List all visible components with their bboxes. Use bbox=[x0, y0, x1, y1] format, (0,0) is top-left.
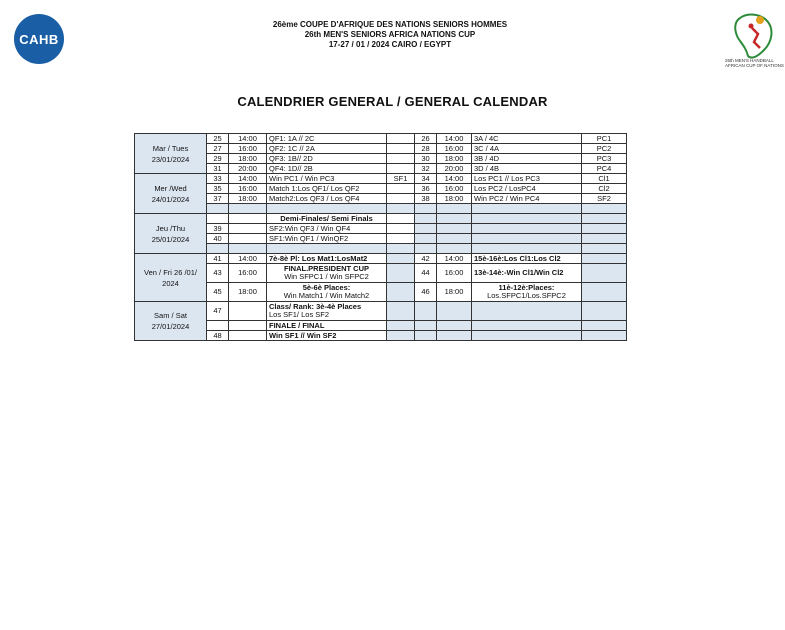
table-cell: FINALE / FINAL bbox=[267, 321, 387, 331]
table-cell: 25 bbox=[207, 134, 229, 144]
table-cell: 48 bbox=[207, 331, 229, 341]
table-cell bbox=[472, 331, 582, 341]
table-cell: SF1:Win QF1 / WinQF2 bbox=[267, 234, 387, 244]
table-cell bbox=[267, 204, 387, 214]
table-cell bbox=[207, 321, 229, 331]
table-cell: PC2 bbox=[582, 144, 627, 154]
table-cell: 16:00 bbox=[437, 144, 472, 154]
table-cell bbox=[387, 194, 415, 204]
table-cell bbox=[229, 244, 267, 254]
table-cell: 14:00 bbox=[229, 254, 267, 264]
table-cell: 15è-16è:Los Cl1:Los Cl2 bbox=[472, 254, 582, 264]
table-cell bbox=[415, 331, 437, 341]
table-cell: 16:00 bbox=[229, 184, 267, 194]
table-cell bbox=[387, 214, 415, 224]
day-cell: Jeu /Thu 25/01/2024 bbox=[135, 214, 207, 254]
table-cell bbox=[582, 224, 627, 234]
table-cell: Match2:Los QF3 / Los QF4 bbox=[267, 194, 387, 204]
table-cell bbox=[229, 321, 267, 331]
day-cell: Mer /Wed 24/01/2024 bbox=[135, 174, 207, 214]
table-cell: SF2:Win QF3 / Win QF4 bbox=[267, 224, 387, 234]
table-cell: Cl1 bbox=[582, 174, 627, 184]
table-row bbox=[135, 224, 627, 234]
table-cell: 18:00 bbox=[437, 194, 472, 204]
table-row bbox=[135, 204, 627, 214]
table-cell bbox=[415, 321, 437, 331]
text: Win Match1 / Win Match2 bbox=[283, 291, 370, 300]
table-cell bbox=[415, 234, 437, 244]
table-cell: 35 bbox=[207, 184, 229, 194]
table-cell: 41 bbox=[207, 254, 229, 264]
table-cell: 26 bbox=[415, 134, 437, 144]
table-row bbox=[135, 283, 627, 302]
table-cell: Win PC1 / Win PC3 bbox=[267, 174, 387, 184]
table-cell bbox=[472, 224, 582, 234]
header-line-fr: 26ème COUPE D'AFRIQUE DES NATIONS SENIORS HOMMES bbox=[272, 20, 508, 29]
table-cell: 39 bbox=[207, 224, 229, 234]
table-cell bbox=[437, 234, 472, 244]
table-cell: 18:00 bbox=[229, 283, 267, 302]
table-cell bbox=[437, 244, 472, 254]
text: Win SFPC1 / Win SFPC2 bbox=[284, 272, 369, 281]
table-cell bbox=[582, 204, 627, 214]
table-cell: 14:00 bbox=[229, 174, 267, 184]
table-cell: 37 bbox=[207, 194, 229, 204]
table-row bbox=[135, 321, 627, 331]
table-cell bbox=[415, 214, 437, 224]
table-cell bbox=[582, 264, 627, 283]
table-cell bbox=[387, 283, 415, 302]
table-cell bbox=[229, 302, 267, 321]
table-cell bbox=[472, 214, 582, 224]
table-cell bbox=[582, 214, 627, 224]
table-cell: Win SF1 // Win SF2 bbox=[267, 331, 387, 341]
table-cell: 42 bbox=[415, 254, 437, 264]
table-cell bbox=[267, 302, 387, 321]
event-header bbox=[180, 20, 600, 50]
table-cell: QF3: 1B// 2D bbox=[267, 154, 387, 164]
table-cell bbox=[472, 234, 582, 244]
table-cell: 16:00 bbox=[437, 184, 472, 194]
table-cell bbox=[387, 264, 415, 283]
table-row bbox=[135, 331, 627, 341]
table-cell bbox=[437, 224, 472, 234]
table-cell bbox=[207, 214, 229, 224]
table-cell bbox=[267, 244, 387, 254]
table-cell bbox=[437, 302, 472, 321]
table-cell bbox=[415, 224, 437, 234]
table-cell: 47 bbox=[207, 302, 229, 321]
table-cell bbox=[387, 302, 415, 321]
table-cell: 43 bbox=[207, 264, 229, 283]
table-cell bbox=[582, 254, 627, 264]
table-cell: 34 bbox=[415, 174, 437, 184]
table-cell: PC3 bbox=[582, 154, 627, 164]
header-line-dates: 17-27 / 01 / 2024 CAIRO / EGYPT bbox=[328, 40, 452, 49]
table-cell: 20:00 bbox=[437, 164, 472, 174]
table-row bbox=[135, 254, 627, 264]
table-cell: 29 bbox=[207, 154, 229, 164]
text: 11è-12è:Places: bbox=[498, 283, 555, 292]
table-cell: 7è-8è Pl: Los Mat1:LosMat2 bbox=[267, 254, 387, 264]
table-cell: 46 bbox=[415, 283, 437, 302]
table-cell: 16:00 bbox=[229, 144, 267, 154]
table-cell bbox=[387, 154, 415, 164]
table-cell: Los PC2 / LosPC4 bbox=[472, 184, 582, 194]
table-cell bbox=[472, 244, 582, 254]
table-cell: 16:00 bbox=[437, 264, 472, 283]
table-cell: PC4 bbox=[582, 164, 627, 174]
table-cell: 32 bbox=[415, 164, 437, 174]
table-cell bbox=[229, 224, 267, 234]
table-cell: 31 bbox=[207, 164, 229, 174]
day-cell: Sam / Sat 27/01/2024 bbox=[135, 302, 207, 341]
page-title: CALENDRIER GENERAL / GENERAL CALENDAR bbox=[237, 94, 548, 109]
table-cell: QF2: 1C // 2A bbox=[267, 144, 387, 154]
table-cell: 16:00 bbox=[229, 264, 267, 283]
table-cell bbox=[387, 204, 415, 214]
table-cell: 18:00 bbox=[229, 154, 267, 164]
table-cell: 45 bbox=[207, 283, 229, 302]
table-cell bbox=[387, 134, 415, 144]
table-cell: 28 bbox=[415, 144, 437, 154]
table-row bbox=[135, 164, 627, 174]
table-cell: 44 bbox=[415, 264, 437, 283]
cahb-logo: CAHB bbox=[14, 14, 64, 64]
table-cell: 13è-14è:-Win Cl1/Win Cl2 bbox=[472, 264, 582, 283]
table-row bbox=[135, 174, 627, 184]
text: FINAL.PRESIDENT CUP bbox=[283, 264, 369, 273]
table-cell bbox=[229, 214, 267, 224]
table-row bbox=[135, 134, 627, 144]
table-cell bbox=[387, 234, 415, 244]
text: Los SF1/ Los SF2 bbox=[269, 310, 330, 319]
table-cell bbox=[415, 302, 437, 321]
handball-cup-logo-text bbox=[725, 58, 785, 68]
table-cell bbox=[387, 331, 415, 341]
table-cell bbox=[582, 302, 627, 321]
table-cell: 33 bbox=[207, 174, 229, 184]
table-row bbox=[135, 264, 627, 283]
text: 26th MEN'S HANDBALL bbox=[725, 58, 774, 63]
table-cell bbox=[387, 244, 415, 254]
table-cell bbox=[437, 331, 472, 341]
table-cell bbox=[387, 224, 415, 234]
table-cell: 36 bbox=[415, 184, 437, 194]
table-cell: 3C / 4A bbox=[472, 144, 582, 154]
table-cell: 14:00 bbox=[229, 134, 267, 144]
table-row bbox=[135, 244, 627, 254]
table-cell: 14:00 bbox=[437, 134, 472, 144]
table-cell bbox=[437, 204, 472, 214]
table-cell: Los PC1 // Los PC3 bbox=[472, 174, 582, 184]
table-cell bbox=[229, 331, 267, 341]
table-cell: Demi-Finales/ Semi Finals bbox=[267, 214, 387, 224]
day-cell: Mar / Tues 23/01/2024 bbox=[135, 134, 207, 174]
table-cell: SF2 bbox=[582, 194, 627, 204]
table-row bbox=[135, 184, 627, 194]
table-cell bbox=[472, 204, 582, 214]
table-cell: QF4: 1D// 2B bbox=[267, 164, 387, 174]
table-cell: 14:00 bbox=[437, 254, 472, 264]
table-cell bbox=[229, 204, 267, 214]
table-cell bbox=[387, 321, 415, 331]
table-cell: 3A / 4C bbox=[472, 134, 582, 144]
table-cell bbox=[229, 234, 267, 244]
table-row bbox=[135, 302, 627, 321]
table-cell bbox=[415, 244, 437, 254]
table-cell: 18:00 bbox=[437, 154, 472, 164]
text: Class/ Rank: 3è-4è Places bbox=[269, 302, 362, 311]
table-cell bbox=[437, 214, 472, 224]
table-cell: Match 1:Los QF1/ Los QF2 bbox=[267, 184, 387, 194]
table-cell: QF1: 1A // 2C bbox=[267, 134, 387, 144]
table-cell bbox=[582, 234, 627, 244]
table-cell bbox=[472, 283, 582, 302]
table-cell bbox=[472, 302, 582, 321]
table-cell: SF1 bbox=[387, 174, 415, 184]
table-cell bbox=[387, 144, 415, 154]
table-cell bbox=[387, 184, 415, 194]
day-cell: Ven / Fri 26 /01/ 2024 bbox=[135, 254, 207, 302]
table-cell bbox=[387, 164, 415, 174]
table-row bbox=[135, 214, 627, 224]
header-line-en: 26th MEN'S SENIORS AFRICA NATIONS CUP bbox=[304, 30, 476, 39]
table-cell: 27 bbox=[207, 144, 229, 154]
calendar-table bbox=[134, 133, 627, 341]
table-cell bbox=[415, 204, 437, 214]
table-row bbox=[135, 144, 627, 154]
table-cell: 18:00 bbox=[437, 283, 472, 302]
table-cell: PC1 bbox=[582, 134, 627, 144]
table-cell: 20:00 bbox=[229, 164, 267, 174]
table-cell bbox=[387, 254, 415, 264]
text: 5è-6è Places: bbox=[302, 283, 351, 292]
table-cell bbox=[582, 283, 627, 302]
table-cell: Win PC2 / Win PC4 bbox=[472, 194, 582, 204]
text: Los.SFPC1/Los.SFPC2 bbox=[487, 291, 566, 300]
table-cell bbox=[267, 283, 387, 302]
table-cell bbox=[267, 264, 387, 283]
table-cell bbox=[472, 321, 582, 331]
table-row bbox=[135, 234, 627, 244]
table-cell bbox=[582, 321, 627, 331]
table-row bbox=[135, 154, 627, 164]
text: AFRICAN CUP OF NATIONS bbox=[725, 63, 784, 68]
table-cell: 18:00 bbox=[229, 194, 267, 204]
table-cell bbox=[582, 244, 627, 254]
table-cell: 38 bbox=[415, 194, 437, 204]
table-cell bbox=[437, 321, 472, 331]
table-cell: Cl2 bbox=[582, 184, 627, 194]
table-cell: 3D / 4B bbox=[472, 164, 582, 174]
table-cell: 14:00 bbox=[437, 174, 472, 184]
table-cell bbox=[207, 244, 229, 254]
table-cell: 30 bbox=[415, 154, 437, 164]
table-cell bbox=[582, 331, 627, 341]
table-cell: 3B / 4D bbox=[472, 154, 582, 164]
table-row bbox=[135, 194, 627, 204]
table-cell: 40 bbox=[207, 234, 229, 244]
table-cell bbox=[207, 204, 229, 214]
